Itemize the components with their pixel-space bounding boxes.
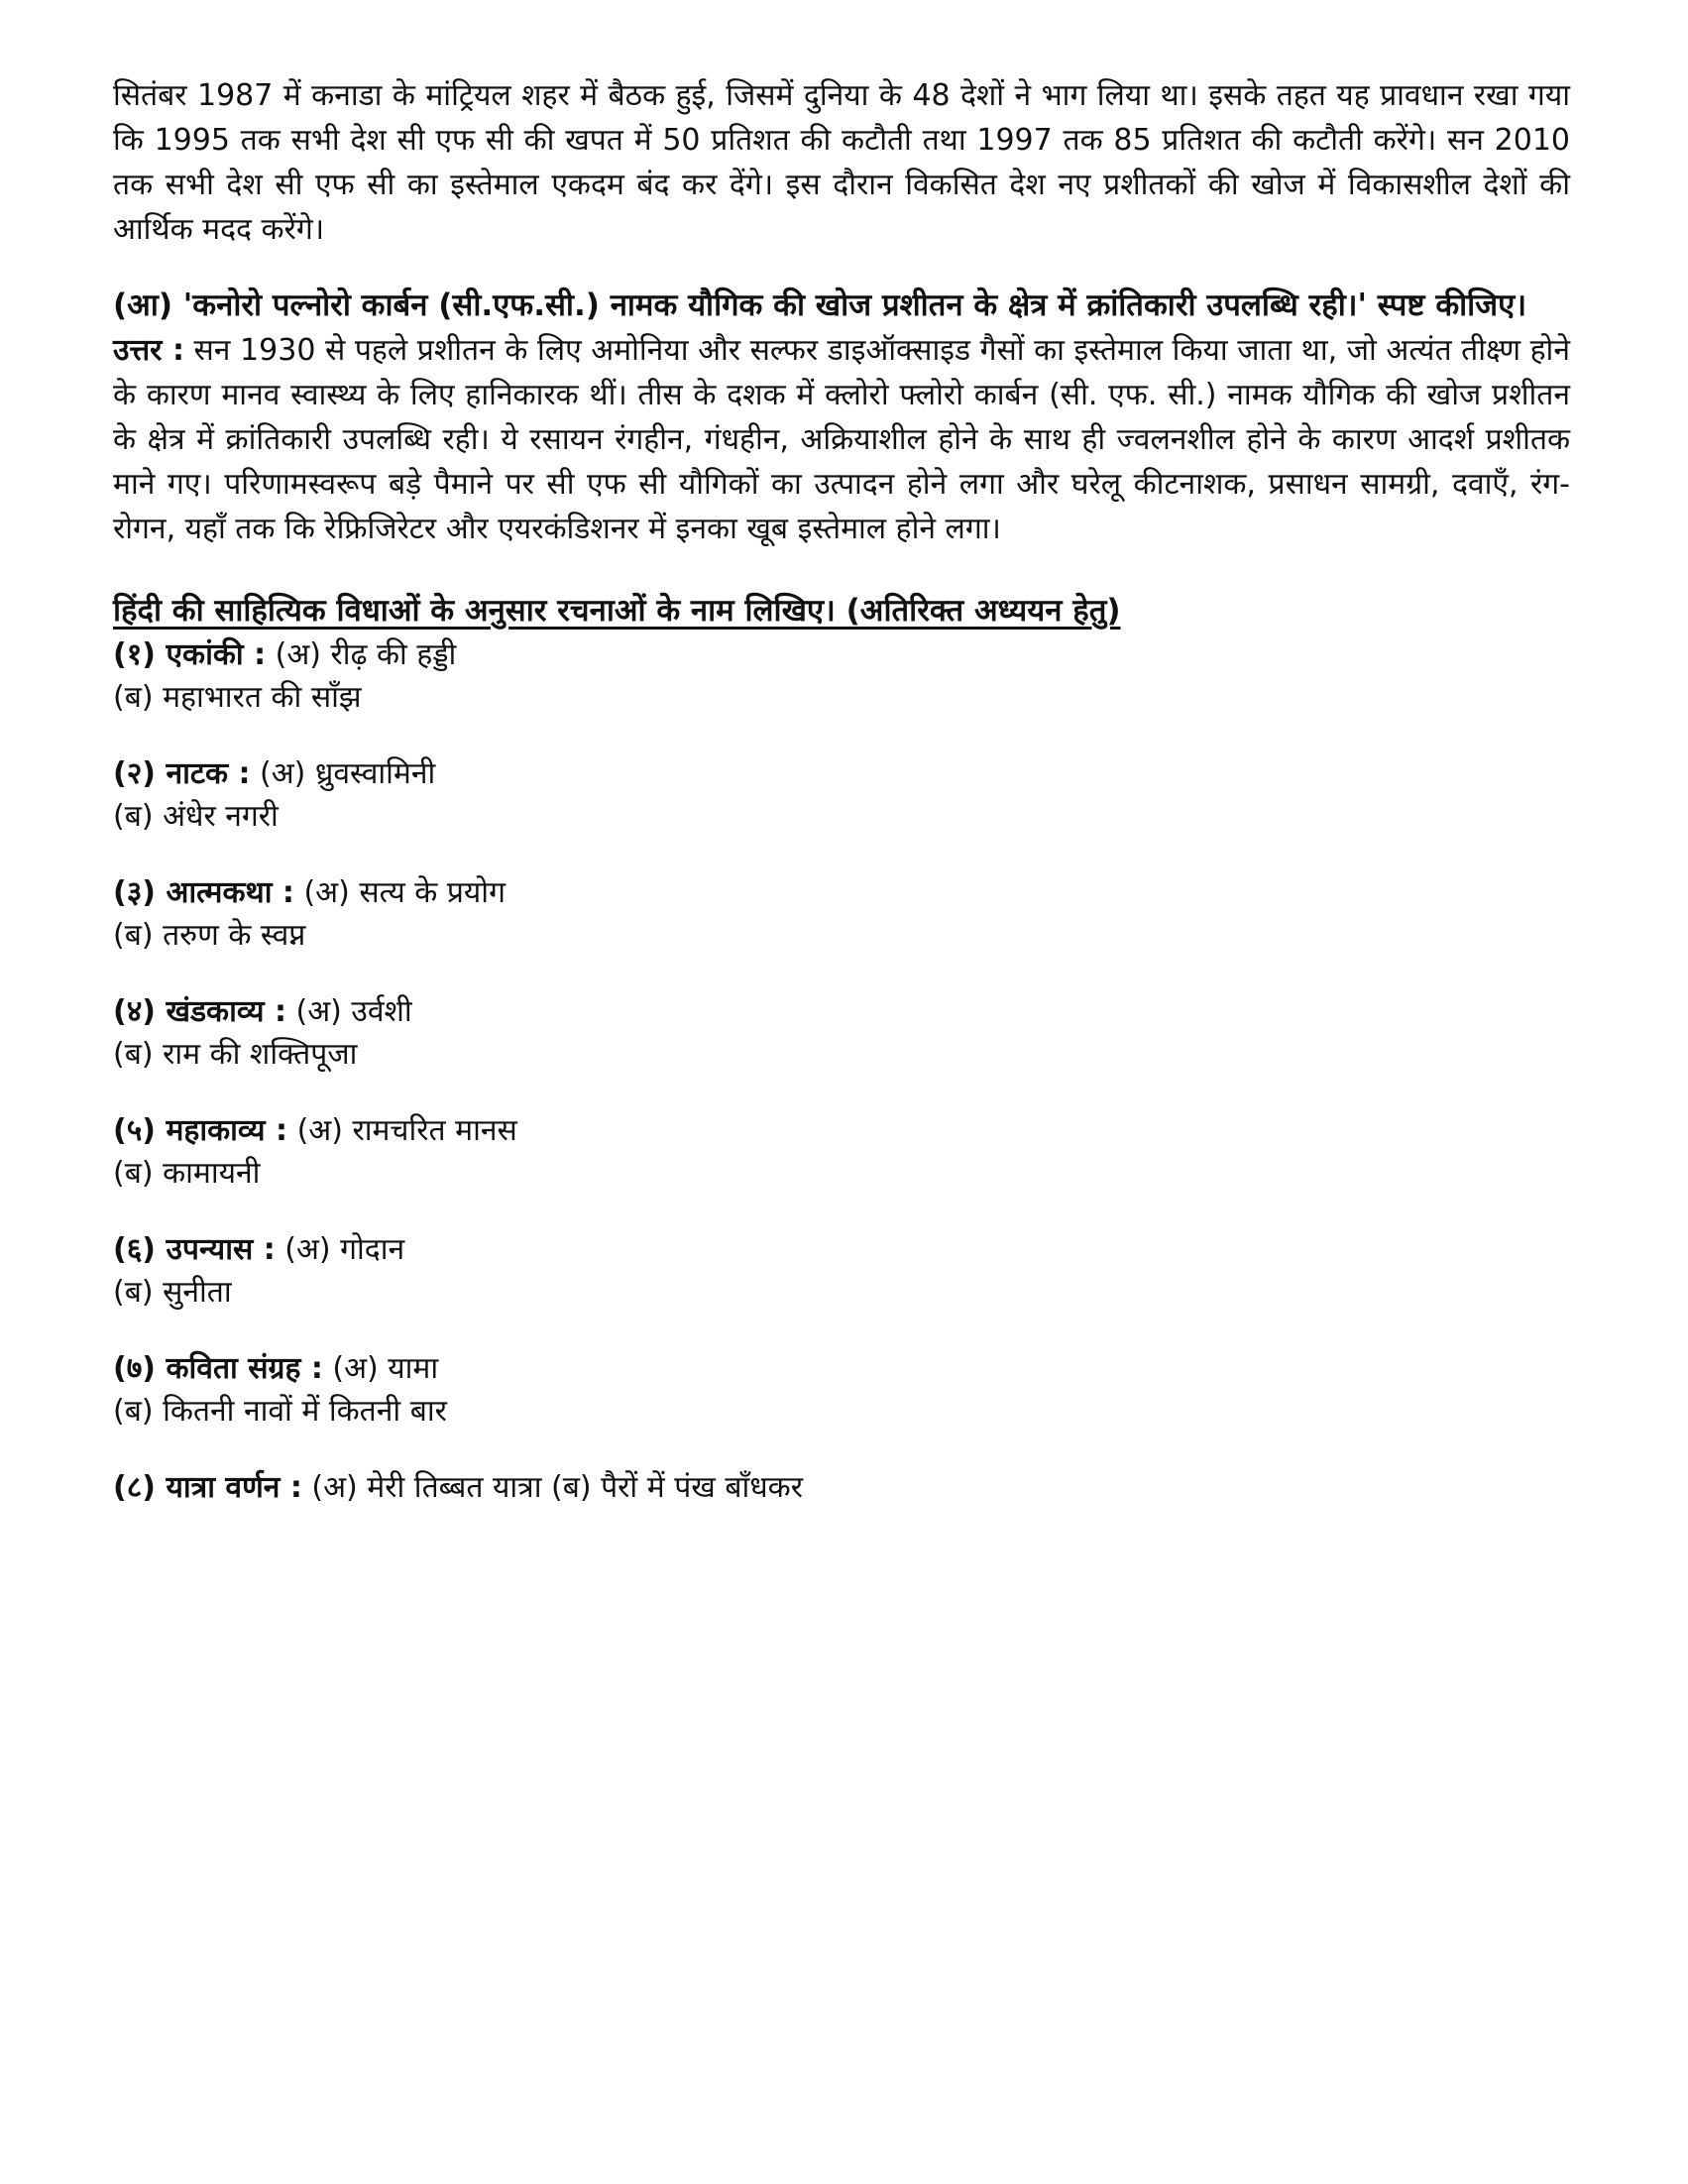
genre-name: (३) आत्मकथा : [113,875,294,910]
genre-line-a [113,752,1570,795]
genre-work-a: (अ) रीढ़ की हड्डी [275,637,457,672]
genre-name: (१) एकांकी : [113,637,267,672]
genre-line-a [113,990,1570,1033]
genre-work-a: (अ) सत्य के प्रयोग [303,875,506,910]
answer-text: सन 1930 से पहले प्रशीतन के लिए अमोनिया और सल्फर डाइऑक्साइड गैसों का इस्तेमाल किया जाता था, जो अत्यंत तीक्ष्ण होने के कारण मानव स्वास्थ्य के लिए हानिकारक थीं। तीस के दशक में क्लोरो फ्लोरो कार्बन (सी. एफ. सी.) नामक यौगिक की खोज प्रशीतन के क्षेत्र में क्रांतिकारी उपलब्धि रही। ये रसायन रंगहीन, गंधहीन, अक्रियाशील होने के साथ ही ज्वलनशील होने के कारण आदर्श प्रशीतक माने गए। परिणामस्वरूप बड़े पैमाने पर सी एफ सी यौगिकों का उत्पादन होने लगा और घरेलू कीटनाशक, प्रसाधन सामग्री, दवाएँ, रंग-रोगन, यहाँ तक कि रेफ्रिजिरेटर और एयरकंडिशनर में इनका खूब इस्तेमाल होने लगा। [113,333,1570,546]
genre-work-a: (अ) रामचरित मानस [296,1113,517,1148]
genre-item [113,990,1570,1076]
genre-work-b: (ब) सुनीता [113,1275,232,1310]
genre-item [113,633,1570,719]
genre-item [113,871,1570,957]
genre-item [113,1228,1570,1314]
genre-name: (६) उपन्यास : [113,1232,276,1267]
answer-label: उत्तर : [113,333,184,368]
genre-line-a [113,871,1570,914]
genre-line-a [113,1347,1570,1390]
genre-work-b: (ब) पैरों में पंख बाँधकर [551,1470,803,1505]
paragraph-cfc-agreement: सितंबर 1987 में कनाडा के मांट्रियल शहर में बैठक हुई, जिसमें दुनिया के 48 देशों ने भाग लिया था। इसके तहत यह प्रावधान रखा गया कि 1995 तक सभी देश सी एफ सी की खपत में 50 प्रतिशत की कटौती तथा 1997 तक 85 प्रतिशत की कटौती करेंगे। सन 2010 तक सभी देश सी एफ सी का इस्तेमाल एकदम बंद कर देंगे। इस दौरान विकसित देश नए प्रशीतकों की खोज में विकासशील देशों की आर्थिक मदद करेंगे। [113,78,1570,247]
genre-work-a: (अ) यामा [332,1351,439,1386]
genre-line-a [113,1466,1570,1509]
genre-work-b: (ब) अंधेर नगरी [113,799,279,834]
genre-work-a: (अ) उर्वशी [295,994,412,1029]
genre-name: (२) नाटक : [113,756,251,791]
genre-name: (७) कविता संग्रह : [113,1351,323,1386]
genre-work-b: (ब) तरुण के स्वप्न [113,918,306,953]
genre-work-a: (अ) गोदान [284,1232,405,1267]
genre-item [113,1347,1570,1433]
genre-name: (४) खंडकाव्य : [113,994,286,1029]
genre-line-a [113,633,1570,676]
genre-item [113,752,1570,838]
question-heading: (आ) 'कनोरो पल्नोरो कार्बन (सी.एफ.सी.) नामक यौगिक की खोज प्रशीतन के क्षेत्र में क्रांतिकारी उपलब्धि रही।' स्पष्ट कीजिए। [113,287,1527,323]
answer-paragraph [113,328,1570,551]
genre-name: (८) यात्रा वर्णन : [113,1470,302,1505]
section-heading: हिंदी की साहित्यिक विधाओं के अनुसार रचनाओं के नाम लिखिए। (अतिरिक्त अध्ययन हेतु) [113,593,1121,629]
genre-item [113,1109,1570,1195]
genre-work-b: (ब) कितनी नावों में कितनी बार [113,1394,447,1429]
genre-name: (५) महाकाव्य : [113,1113,288,1148]
document-page [113,73,1570,1509]
genre-line-a [113,1228,1570,1271]
genre-work-a: (अ) मेरी तिब्बत यात्रा [311,1470,542,1505]
genre-item [113,1466,1570,1509]
genre-work-b: (ब) महाभारत की साँझ [113,680,362,715]
genre-work-b: (ब) कामायनी [113,1156,261,1191]
genre-line-a [113,1109,1570,1152]
genre-work-b: (ब) राम की शक्तिपूजा [113,1037,358,1072]
genre-work-a: (अ) ध्रुवस्वामिनी [260,756,436,791]
